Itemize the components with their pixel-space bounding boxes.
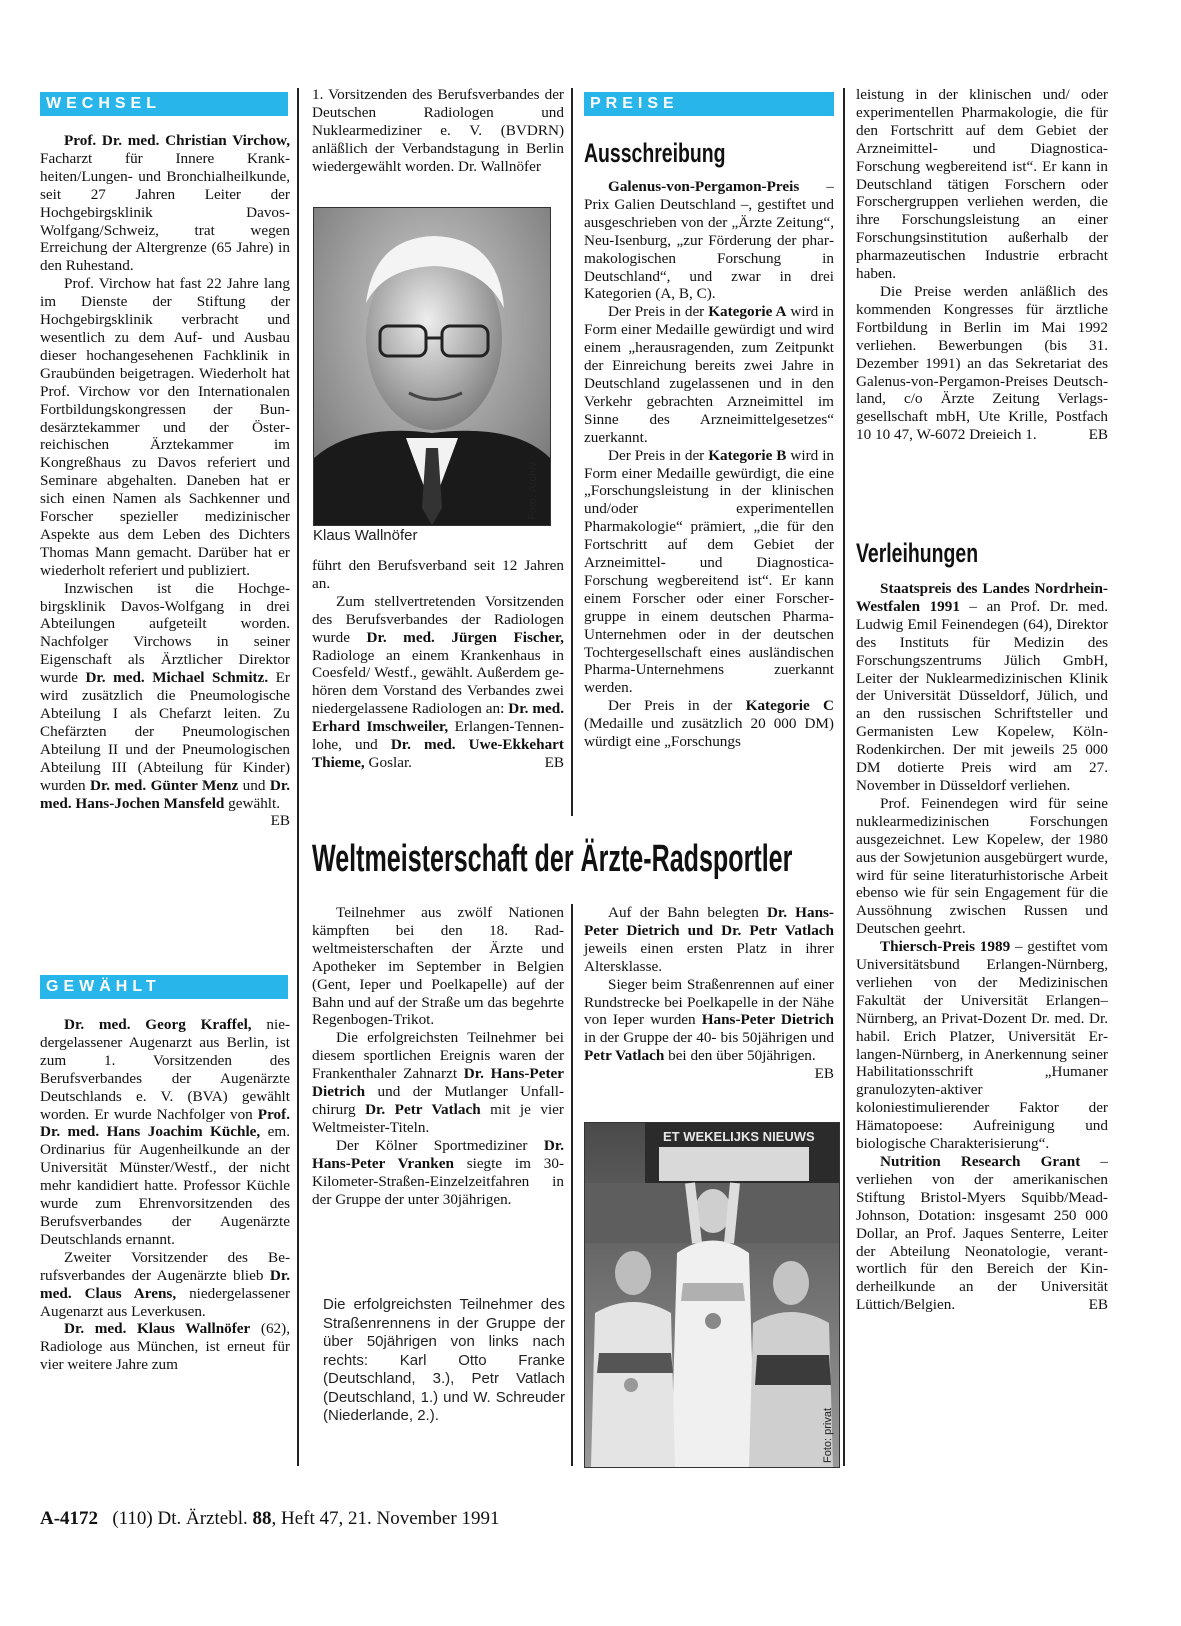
section-badge-wechsel: WECHSEL (40, 92, 288, 116)
article-gewaehlt: Dr. med. Georg Kraffel, niedergelassener Augenarzt aus Berlin, ist zum 1. Vorsitzenden des Berufsverbandes der Augenärzte Deutschlands e. V. (BVA) gewählt worden. Er wurde Nachfolger von Prof. Dr. med. Hans Joachim Küchle, em. Ordinarius für Augenheilkunde an der Universität Münster/Westf., der nicht mehr kandidiert hatte. Professor Küchle wurde zum Ehrenvorsitzenden des Berufsverbandes der Augenärzte Deutschlands ernannt. Zweiter Vorsitzender des Berufsverbandes der Augenärzte blieb Dr. med. Claus Arens, niedergelassener Augenarzt aus Leverkusen. Dr. med. Klaus Wallnöfer (62), Radiologe aus München, ist erneut für vier weitere Jahre zum (40, 1016, 290, 1374)
column-rule (843, 88, 845, 1466)
footer-volume: 88 (252, 1508, 272, 1529)
headline-verleihungen: Verleihungen (856, 538, 979, 568)
page-footer (40, 1508, 499, 1530)
headline-weltmeisterschaft: Weltmeisterschaft der Ärzte-Radsportler (312, 838, 793, 880)
photo-credit: Foto: Archiv (527, 461, 539, 520)
section-badge-gewaehlt: GEWÄHLT (40, 975, 288, 999)
portrait-caption: Klaus Wallnöfer (313, 527, 418, 544)
column-rule (571, 904, 573, 1466)
page-number: A-4172 (40, 1508, 99, 1529)
footer-issue: , Heft 47, 21. November 1991 (271, 1508, 500, 1529)
signoff: EB (544, 753, 564, 771)
article-radsport-right: Auf der Bahn belegten Dr. Hans-Peter Dietrich und Dr. Petr Vatlach jeweils einen ersten Platz in ihrer Altersklasse. Sieger beim Straßenrennen auf einer Rundstrecke bei Poelkapelle in der Nähe von Ieper wurden Hans-Peter Dietrich in der Gruppe der 40- bis 50jährigen und Petr Vatlach bei den über 50jährigen. EB (584, 904, 834, 1083)
article-ausschreibung: Galenus-von-Pergamon-Preis – Prix Galien Deutschland –, gestiftet und ausgeschrieben von der „Ärzte Zeitung“, Neu-Isenburg, „zur Förderung der pharmakologischen Forschung in Deutschland“, und zwar in drei Kategorien (A, B, C). Der Preis in der Kategorie A wird in Form einer Medaille gewürdigt und wird einem „herausragenden, zum Zeitpunkt der Einreichung bereits zwei Jahre in Deutschland zugelassenen und in den Verkehr gebrachten Arzneimittel im Sinne des Arzneimittelgesetzes“ zuerkannt. Der Preis in der Kategorie B wird in Form einer Medaille gewürdigt, die eine „Forschungsleistung in der klinischen und/oder experimentellen Pharmakologie“ prämiert, „die für den Fortschritt auf dem Gebiet der Arzneimittel- und Diagnostica-Forschung wegbereitend ist“. Er kann einem Forscher oder einer Forschergruppe in einem deutschen Pharma-Unternehmen oder in der deutschen Tochtergesellschaft eines ausländischen Pharma-Unternehmens zuerkannt werden. Der Preis in der Kategorie C (Medaille und zusätzlich 20 000 DM) würdigt eine „Forschungs (584, 178, 835, 751)
podium-photo (584, 1122, 840, 1468)
signoff: EB (1088, 1296, 1108, 1314)
column-rule (297, 88, 299, 1466)
headline-ausschreibung: Ausschreibung (584, 138, 726, 168)
article-verleihungen: Staatspreis des Landes Nordrhein-Westfalen 1991 – an Prof. Dr. med. Ludwig Emil Feinendegen (64), Direktor des Instituts für Medizin des Forschungszentrums Jülich GmbH, Leiter der Nuklearmedizinischen Klinik der Universität Düsseldorf, Jülich, und an den russischen Schriftsteller und Germanisten Lew Kopelew, Köln-Rodenkirchen. Der mit jeweils 25 000 DM dotierte Preis wird am 27. November in Düsseldorf verliehen. Prof. Feinendegen wird für seine nuklearmedizinischen Forschungen ausgezeichnet. Lew Kopelew, der 1980 aus der Sowjetunion ausgebürgert wurde, wird für seine literaturhistorische Arbeit ebenso wie für sein Engagement für die Aussöhnung zwischen Russen und Deutschen geehrt. Thiersch-Preis 1989 – gestiftet vom Universitätsbund Erlangen-Nürnberg, verliehen von der Medizinischen Fakultät der Universität Erlangen–Nürnberg, an Privat-Dozent Dr. med. Dr. habil. Erich Platzer, Universität Erlangen-Nürnberg, in Anerkennung seiner Habilitationsschrift „Humaner granulozyten-aktiver koloniestimulierender Faktor der Hämatopoese: Aufreinigung und biologische Charakterisierung“. Nutrition Research Grant – verliehen von der amerikanischen Stiftung Bristol-Myers Squibb/Mead-Johnson, Dotation: insgesamt 250 000 Dollar, an Prof. Jaques Senterre, Leiter der Abteilung Neonatologie, verantwortlich für den Bereich der Kinderheilkunde an der Universität Lüttich/Belgien. EB (856, 580, 1109, 1314)
banner-text: ET WEKELIJKS NIEUWS (663, 1129, 815, 1144)
section-badge-preise: PREISE (584, 92, 834, 116)
article-gewaehlt-continued: 1. Vorsitzenden des Berufsverbandes der Deutschen Radiologen und Nuklearmediziner e. V. (BVDRN) anläßlich der Verbandstagung in Berlin wiedergewählt worden. Dr. Wallnöfer (312, 86, 564, 175)
article-ausschreibung-continued: leistung in der klinischen und/ oder experimentellen Pharmakologie, die für den Fortschritt auf dem Gebiet der Arzneimittel- und Diagnostica-Forschung wegbereitend ist“. Er kann in Deutschland tätigen Forschern oder Forschergruppen verliehen werden, die ihre Forschungsleistung an einer Forschungsinstitution außerhalb der pharmazeutischen Industrie erbracht haben. Die Preise werden anläßlich des kommenden Kongresses für ärztliche Fortbildung in Berlin im Mai 1992 verliehen. Bewerbungen (bis 31. Dezember 1991) an das Sekretariat des Galenus-von-Pergamon-Preises Deutschland, c/o Ärzte Zeitung Verlagsgesellschaft mbH, Ute Krille, Postfach 10 10 47, W-6072 Dreieich 1. EB (856, 86, 1108, 444)
article-radsport-left: Teilnehmer aus zwölf Nationen kämpften bei den 18. Radweltmeisterschaften der Ärzte und Apotheker im September in Belgien (Gent, Ieper und Poelkapelle) auf der Bahn und auf der Straße um das begehrte Regenbogen-Trikot. Die erfolgreichsten Teilnehmer bei diesem sportlichen Ereignis waren der Frankenthaler Zahnarzt Dr. Hans-Peter Dietrich und der Mutlanger Unfallchirurg Dr. Petr Vatlach mit je vier Weltmeister-Titeln. Der Kölner Sportmediziner Dr. Hans-Peter Vranken siegte im 30-Kilometer-Straßen-Einzelzeitfahren in der Gruppe der unter 30jährigen. (312, 904, 564, 1208)
article-wechsel: Prof. Dr. med. Christian Virchow, Facharzt für Innere Krankheiten/Lungen- und Bronchialheilkunde, seit 27 Jahren Leiter der Hochgebirgsklinik Davos-Wolfgang/Schweiz, trat wegen Erreichung der Altergrenze (65 Jahre) in den Ruhestand. Prof. Virchow hat fast 22 Jahre lang im Dienste der Stiftung der Hochgebirgsklinik verbracht und wesentlich zu dem Auf- und Ausbau dieser hochangesehenen Fachklinik in Graubünden beigetragen. Wiederholt hat Prof. Virchow vor den Internationalen Fortbildungskongressen der Bundesärztekammer und der Österreichischen Ärztekammer im Kongreßhaus zu Davos referiert und Seminare abgehalten. Daneben hat er sich einen Namen als Sachkenner und Forscher spezieller medizinischer Aspekte aus dem Leben des Dichters Thomas Mann gemacht. Darüber hat er wiederholt referiert und publiziert. Inzwischen ist die Hochgebirgsklinik Davos-Wolfgang in drei Abteilungen aufgeteilt worden. Nachfolger Virchows in seiner Eigenschaft als Ärztlicher Direktor wurde Dr. med. Michael Schmitz. Er wird zusätzlich die Pneumologische Abteilung I als Chefarzt leiten. Zu Chefärzten der Pneumologischen Abteilung II und der Pneumologischen Abteilung III (Abteilung für Kinder) wurden Dr. med. Günter Menz und Dr. med. Hans-Jochen Mansfeld gewählt. EB (40, 132, 291, 830)
photo-credit: Foto: privat (822, 1407, 834, 1463)
signoff: EB (270, 812, 290, 830)
portrait-photo (313, 207, 551, 526)
footer-publication: (110) Dt. Ärztebl. (112, 1508, 248, 1529)
radsport-photo-caption: Die erfolgreichsten Teilnehmer des Straßenrennens in der Gruppe der über 50jährigen von links nach rechts: Karl Otto Franke (Deutschland, 3.), Petr Vatlach (Deutschland, 1.) und W. Schreuder (Niederlande, 2.). (323, 1296, 565, 1424)
column-rule (571, 88, 573, 816)
signoff: EB (814, 1065, 834, 1083)
signoff: EB (1088, 426, 1108, 444)
article-gewaehlt-continued-2: führt den Berufsverband seit 12 Jahren an. Zum stellvertretenden Vorsitzenden des Berufsverbandes der Radiologen wurde Dr. med. Jürgen Fischer, Radiologe an einem Krankenhaus in Coesfeld/ Westf., gewählt. Außerdem gehören dem Vorstand des Verbandes zwei niedergelassene Radiologen an: Dr. med. Erhard Imschweiler, Erlangen-Tennenlohe, und Dr. med. Uwe-Ekkehart Thieme, Goslar. EB (312, 557, 564, 771)
